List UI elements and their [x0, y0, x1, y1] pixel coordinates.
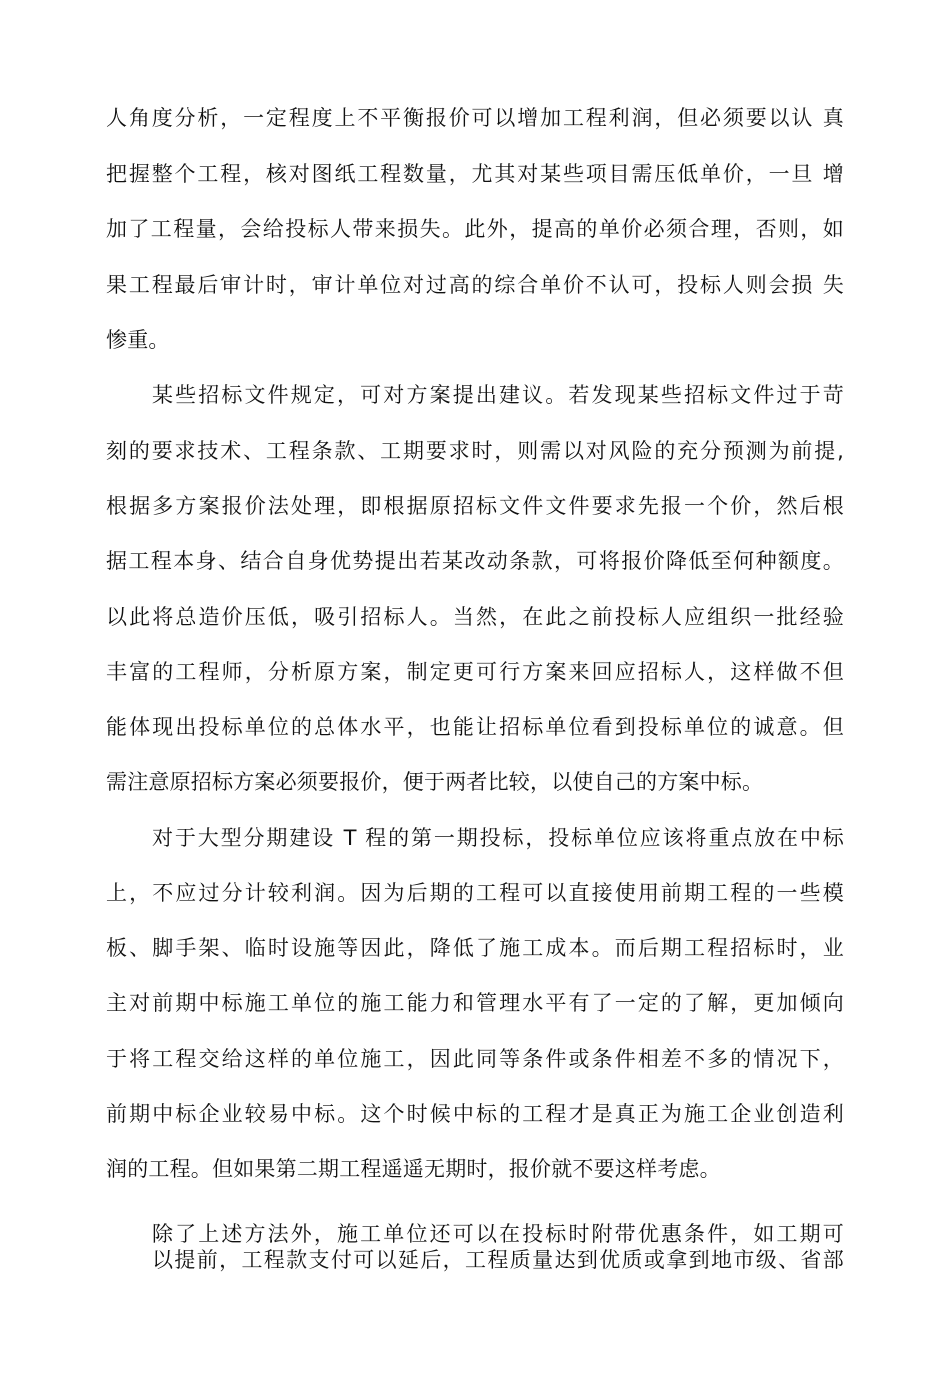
text-line: 对于大型分期建设 T 程的第一期投标，投标单位应该将重点放在中标 — [152, 826, 844, 850]
text-line: 丰富的工程师，分析原方案，制定更可行方案来回应招标人，这样做不但 — [106, 660, 844, 684]
text-line: 根据多方案报价法处理，即根据原招标文件文件要求先报一个价，然后根 — [106, 494, 844, 518]
text-line: 刻的要求技术、工程条款、工期要求时，则需以对风险的充分预测为前提, — [106, 439, 844, 463]
text-line: 除了上述方法外，施工单位还可以在投标时附带优惠条件，如工期可 — [152, 1222, 844, 1246]
text-line: 以此将总造价压低，吸引招标人。当然，在此之前投标人应组织一批经验 — [106, 605, 844, 629]
text-line: 加了工程量，会给投标人带来损失。此外，提高的单价必须合理，否则，如 — [106, 217, 844, 241]
text-line: 润的工程。但如果第二期工程遥遥无期时，报价就不要这样考虑。 — [106, 1157, 721, 1181]
text-line: 板、脚手架、临时设施等因此，降低了施工成本。而后期工程招标时，业 — [106, 936, 844, 960]
text-line: 果工程最后审计时，审计单位对过高的综合单价不认可，投标人则会损 失 — [106, 273, 844, 297]
text-line: 把握整个工程，核对图纸工程数量，尤其对某些项目需压低单价，一旦 增 — [106, 162, 844, 186]
text-line: 需注意原招标方案必须要报价，便于两者比较，以使自己的方案中标。 — [106, 770, 764, 794]
text-line: 据工程本身、结合自身优势提出若某改动条款，可将报价降低至何种额度。 — [106, 549, 844, 573]
text-line: 人角度分析，一定程度上不平衡报价可以增加工程利润，但必须要以认 真 — [106, 106, 844, 130]
text-line: 上，不应过分计较利润。因为后期的工程可以直接使用前期工程的一些模 — [106, 881, 844, 905]
text-line: 某些招标文件规定，可对方案提出建议。若发现某些招标文件过于苛 — [152, 383, 844, 407]
text-line: 惨重。 — [106, 328, 170, 352]
text-line: 前期中标企业较易中标。这个时候中标的工程才是真正为施工企业创造利 — [106, 1102, 844, 1126]
text-line: 于将工程交给这样的单位施工，因此同等条件或条件相差不多的情况下， — [106, 1047, 844, 1071]
text-line: 能体现出投标单位的总体水平，也能让招标单位看到投标单位的诚意。但 — [106, 715, 844, 739]
text-line: 主对前期中标施工单位的施工能力和管理水平有了一定的了解，更加倾向 — [106, 991, 844, 1015]
text-line: 以提前，工程款支付可以延后，工程质量达到优质或拿到地市级、省部 — [152, 1248, 844, 1272]
